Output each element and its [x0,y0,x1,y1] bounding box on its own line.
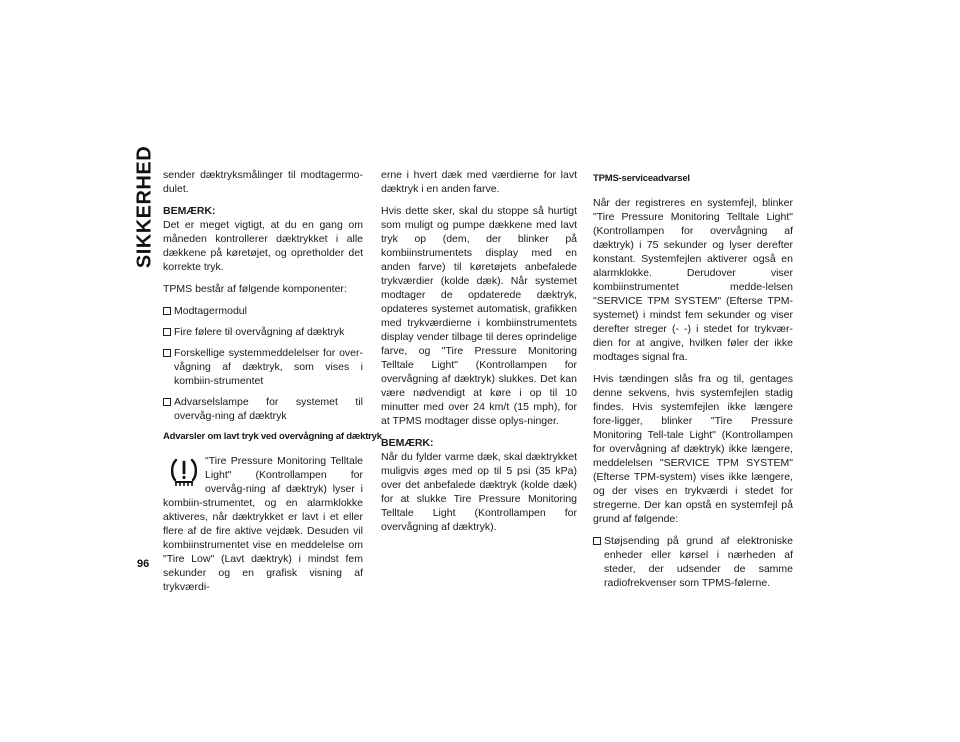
warning-text: "Tire Pressure Monitoring Telltale Light" (Kontrollampen for overvåg-ning af dæktryk) lyser i kombiin-strumentet, og en alarmklokke aktiveres, når dæktrykket er lavt i et eller flere af de fire aktive vejdæk. Desuden vil kombiinstrumentet vise en meddelelse om "Tire Low" (Lavt dæktryk) i mindst fem sekunder og en grafisk visning af trykværdi- [163,455,363,593]
warning-paragraph [163,454,363,594]
list-item: Fire følere til overvågning af dæktryk [163,325,363,339]
note-text: Det er meget vigtigt, at du en gang om måneden kontrollerer dæktrykket i alle dækkene på køretøjet, og opretholder det korrekte tryk. [163,219,363,273]
checkbox-bullet-icon [593,537,601,545]
components-list [163,304,363,423]
column-1 [163,168,382,602]
checkbox-bullet-icon [163,307,171,315]
column-2 [381,168,577,542]
body-paragraph: Når der registreres en systemfejl, blinker "Tire Pressure Monitoring Telltale Light" (Kontrollampen for overvågning af dæktryk) i 75 sekunder og lyser derefter konstant. Systemfejlen aktiverer også en alarmklokke. Derudover viser kombiinstrumentet medde-lelsen "SERVICE TPM SYSTEM" (Efterse TPM-systemet) i mindst fem sekunder og viser derefter streger (- -) i stedet for trykvær-dien for at angive, hvilken føler der ikke modtages signal fra. [593,197,793,363]
section-heading: TPMS-serviceadvarsel [593,173,690,184]
section-tab-label: SIKKERHED [133,145,155,269]
checkbox-bullet-icon [163,349,171,357]
continuation-text: erne i hvert dæk med værdierne for lavt dæktryk i en anden farve. [381,169,577,195]
components-intro: TPMS består af følgende komponenter: [163,283,347,295]
note-title: BEMÆRK: [381,437,434,449]
body-paragraph: Hvis dette sker, skal du stoppe så hurtigt som muligt og pumpe dækkene med lavt tryk op (dem, der blinker på kombiinstrumentets display med en anden farve) til køretøjets anbefalede trykværdier (kolde dæk). Når systemet modtager de opdaterede dæktryk, opdateres systemet automatisk, grafikken med trykværdierne i kombiinstrumentets display vender tilbage til deres oprindelige farve, og "Tire Pressure Monitoring Telltale Light" (Kontrollampen for overvågning af dæktryk) slukkes. Det kan være nødvendigt at køre i op til 10 minutter med over 24 km/t (15 mph), for at TPMS modtager disse oplys-ninger. [381,205,577,427]
list-item: Støjsending på grund af elektroniske enheder eller kørsel i nærheden af steder, der udsender de samme radiofrekvenser som TPMS-følerne. [593,534,793,590]
section-tab [131,142,158,272]
checkbox-bullet-icon [163,328,171,336]
section-subheading: Advarsler om lavt tryk ved overvågning af dæktryk [163,431,382,442]
list-item: Forskellige systemmeddelelser for over-vågning af dæktryk, som vises i kombiin-strumentet [163,346,363,388]
intro-text: sender dæktryksmålinger til modtagermo-dulet. [163,169,363,195]
note-block [163,204,363,274]
note-block [381,436,577,534]
column-3 [593,170,793,597]
list-item: Modtagermodul [163,304,363,318]
page-number: 96 [137,558,150,570]
list-item: Advarselslampe for systemet til overvåg-ning af dæktryk [163,395,363,423]
note-text: Når du fylder varme dæk, skal dæktrykket muligvis øges med op til 5 psi (35 kPa) over det anbefalede dæktryk (kolde dæk) for at slukke Tire Pressure Monitoring Telltale Light (Kontrollampen for overvågning af dæktryk). [381,451,577,533]
note-title: BEMÆRK: [163,205,216,217]
checkbox-bullet-icon [163,398,171,406]
causes-list [593,534,793,590]
body-paragraph: Hvis tændingen slås fra og til, gentages denne sekvens, hvis systemfejlen stadig findes. Hvis systemfejlen ikke længere fore-ligger, blinker "Tire Pressure Monitoring Tell-tale Light" (Kontrollampen for overvågning af dæktryk) ikke længere, meddelelsen "SERVICE TPM SYSTEM" (Efterse TPM-system) vises ikke længere, og der vises en trykværdi i stedet for stregerne. Der kan opstå en systemfejl på grund af følgende: [593,373,793,525]
tire-pressure-warning-icon [169,456,199,488]
